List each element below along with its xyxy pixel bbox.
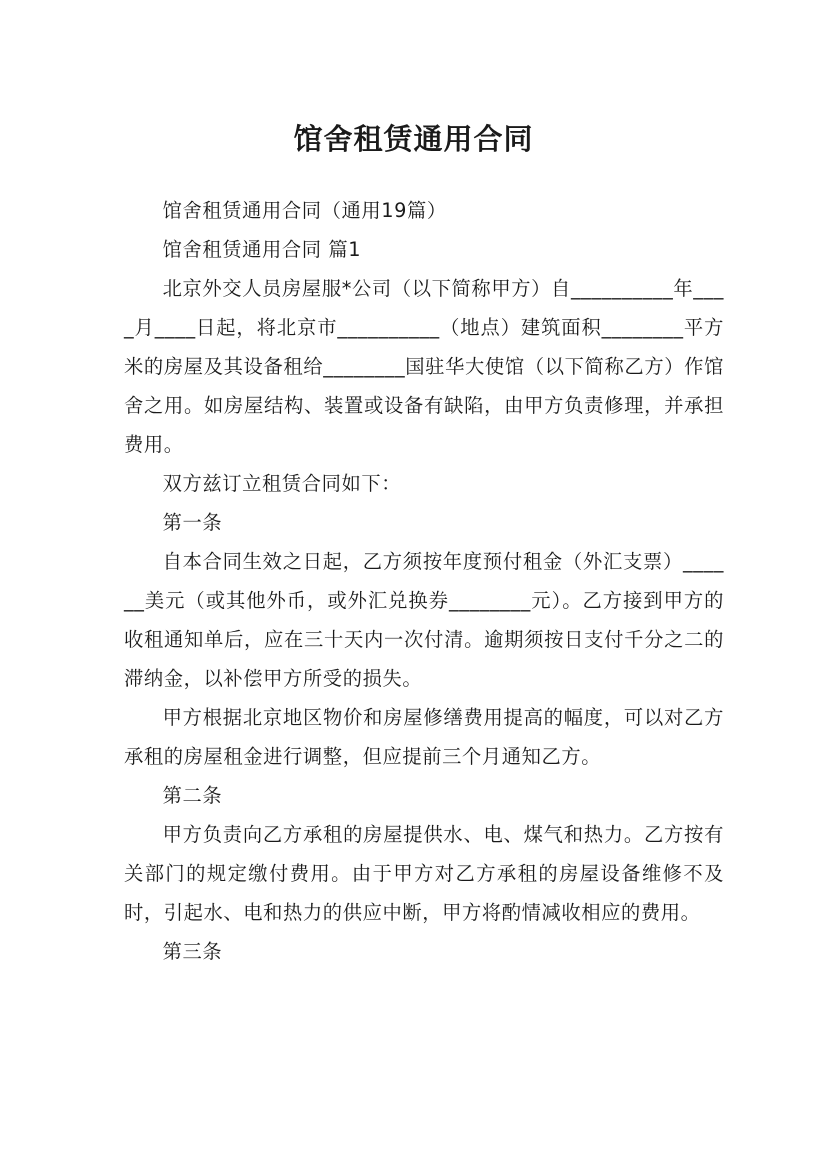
article-2-heading: 第二条: [162, 784, 223, 807]
paragraph-preamble: 北京外交人员房屋服*公司（以下简称甲方）自__________年____月____日起，将北京市__________（地点）建筑面积________平方米的房屋及其设备租给________国驻华大使馆（以下简称乙方）作馆舍之用。如房屋结构、装置或设备有缺陷，由甲方负责修理，并承担费用。: [124, 277, 724, 456]
article-1-heading: 第一条: [162, 511, 223, 534]
article-1-paragraph-2: 甲方根据北京地区物价和房屋修缮费用提高的幅度，可以对乙方承租的房屋租金进行调整，但应提前三个月通知乙方。: [124, 706, 724, 768]
article-1-paragraph-1: 自本合同生效之日起，乙方须按年度预付租金（外汇支票）______美元（或其他外币，或外汇兑换券________元）。乙方接到甲方的收租通知单后，应在三十天内一次付清。逾期须按日支付千分之二的滞纳金，以补偿甲方所受的损失。: [124, 550, 724, 690]
document-title: 馆舍租赁通用合同: [293, 122, 534, 157]
paragraph-agreement-intro: 双方兹订立租赁合同如下：: [162, 472, 402, 495]
paragraph-section-heading: 馆舍租赁通用合同 篇1: [162, 238, 362, 261]
paragraph-subtitle: 馆舍租赁通用合同（通用19篇）: [162, 199, 447, 222]
document-body: [124, 191, 724, 971]
article-2-paragraph-1: 甲方负责向乙方承租的房屋提供水、电、煤气和热力。乙方按有关部门的规定缴付费用。由于甲方对乙方承租的房屋设备维修不及时，引起水、电和热力的供应中断，甲方将酌情减收相应的费用。: [124, 823, 724, 924]
article-3-heading: 第三条: [162, 940, 223, 963]
